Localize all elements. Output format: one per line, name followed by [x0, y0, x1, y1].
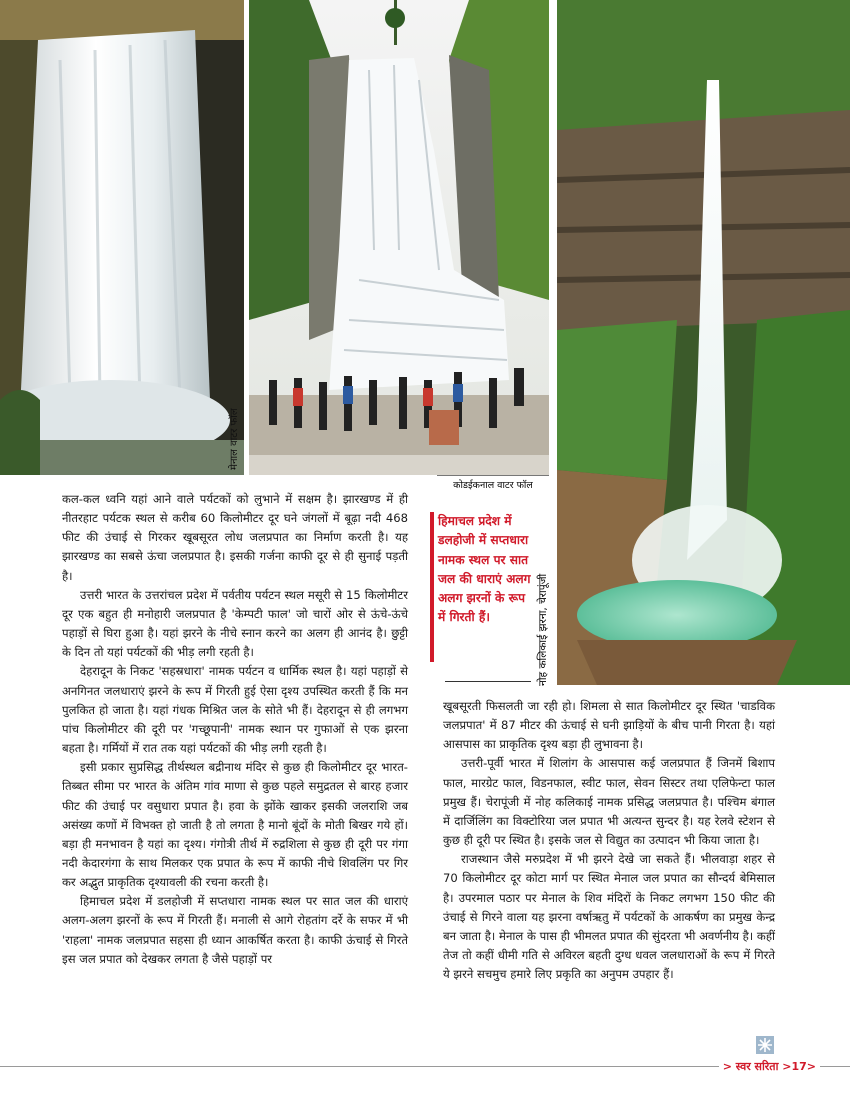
caption-middle-photo: कोडईकनाल वाटर फॉल: [453, 479, 533, 491]
photo-menal-waterfall: [0, 0, 244, 475]
paragraph: उत्तरी-पूर्वी भारत में शिलांग के आसपास कई जलप्रपात हैं जिनमें बिशाप फाल, मारग्रेट फाल, विडनफाल, स्वीट फाल, सेवन सिस्टर तथा एलिफेन्टा फाल प्रमुख हैं। चेरापूंजी में नोह कलिकाई नामक प्रसिद्ध जलप्रपात है। पश्चिम बंगाल में दार्जिलिंग का विक्टोरिया जल प्रपात भी अत्यन्त सुन्दर है। यह रेलवे स्टेशन से कुछ ही दूरी पर स्थित है। इसके जल से विद्युत का उत्पादन भी किया जाता है।: [443, 756, 775, 848]
caption-left-photo: मेनाल वाटर फॉल: [229, 408, 240, 470]
caption-right-photo: नोह कलिकाई झरना, चेरापूंजी: [537, 573, 549, 686]
paragraph: कल-कल ध्वनि यहां आने वाले पर्यटकों को लुभाने में सक्षम है। झारखण्ड में ही नीतरहाट पर्यटक स्थल से करीब 60 किलोमीटर दूर घने जंगलों में बूढ़ा नदी 468 फीट की उंचाई से गिरकर खूबसूरत लोध जलप्रपात का निर्माण करती है। यह झारखण्ड का सबसे ऊंचा जलप्रपात है। इसकी गर्जना काफी दूर से ही सुनाई पड़ती है।: [62, 492, 408, 583]
photo-noh-kalikai-waterfall: [557, 0, 850, 685]
photo-kodaikanal-waterfall: [249, 0, 549, 475]
divider: [445, 681, 531, 682]
paragraph: देहरादून के निकट 'सहस्रधारा' नामक पर्यटन व धार्मिक स्थल है। यहां पहाड़ों से अनगिनत जलधाराएं झरने के रूप में गिरती हुई ऐसा दृश्य उपस्थित करती हैं कि मन पुलकित हो जाता है। यहां गंधक मिश्रित जल के सोते भी हैं। देहरादून से ही लगभग पांच किलोमीटर की दूरी पर 'गच्छूपानी' नामक स्थान पर गुफाओं से एक झरना बहता है। गर्मियों में रात तक यहां पर्यटकों की भीड़ लगी रहती है।: [62, 664, 408, 756]
page-footer: > स्वर सरिता >17>: [719, 1059, 820, 1074]
pull-quote: हिमाचल प्रदेश में डलहोजी में सप्तधारा नामक स्थल पर सात जल की धाराएं अलग अलग झरनों के रूप में गिरती हैं।: [430, 512, 534, 662]
paragraph: इसी प्रकार सुप्रसिद्ध तीर्थस्थल बद्रीनाथ मंदिर से कुछ ही किलोमीटर दूर भारत-तिब्बत सीमा पर भारत के अंतिम गांव माणा से कुछ पहले समुद्रतल से बारह हजार फीट की उंचाई पर वसुधारा प्रपात है। हवा के झोंके खाकर इसकी जलराशि जब असंख्य कणों में विभक्त हो जाती है तो लगता है मानो बूंदों के मोती बिखर गये हों। बड़ा ही मनभावन है यहां का दृश्य। गंगोत्री तीर्थ में रुद्रशिला से कुछ ही दूरी पर गंगा नदी केदारगंगा के साथ मिलकर एक प्रपात के रूप में काफी नीचे शिवलिंग पर गिर कर अद्भुत प्राकृतिक दृश्यावली की रचना करती है।: [62, 760, 408, 890]
right-column: [443, 697, 775, 984]
caption-middle-box: [437, 475, 549, 492]
paragraph: राजस्थान जैसे मरुप्रदेश में भी झरने देखे जा सकते हैं। भीलवाड़ा शहर से 70 किलोमीटर दूर कोटा मार्ग पर स्थित मेनाल जल प्रपात का सौन्दर्य बेमिसाल है। उपरमाल पठार पर मेनाल के शिव मंदिरों के निकट लगभग 150 फीट की उंचाई से गिरने वाला यह झरना वर्षाऋतु में पर्यटकों के आकर्षण का प्रमुख केन्द्र बन जाता है। मेनाल के पास ही भीमलत प्रपात की सुंदरता भी अवर्णनीय है। कहीं तेज तो कहीं धीमी गति से अविरल बहती दुग्ध धवल जलधाराओं के रूप में गिरते ये झरने सचमुच हमारे लिए प्रकृति का अनुपम उपहार हैं।: [443, 852, 775, 982]
snowflake-icon: [756, 1036, 774, 1054]
paragraph: उत्तरी भारत के उत्तरांचल प्रदेश में पर्वतीय पर्यटन स्थल मसूरी से 15 किलोमीटर दूर एक बहुत ही मनोहारी जलप्रपात है 'केम्पटी फाल' जो चारों ओर से ऊंचे-ऊंचे पहाड़ों से घिरा हुआ है। यहां झरने के नीचे स्नान करने का अलग ही आनंद है। छुट्टी के दिन तो यहां पर्यटकों की भीड़ लगी रहती है।: [62, 587, 408, 660]
paragraph: हिमाचल प्रदेश में डलहोजी में सप्तधारा नामक स्थल पर सात जल की धाराएं अलग-अलग झरनों के रूप में गिरती हैं। मनाली से आगे रोहतांग दर्रे के सफर में भी 'राहला' नामक जलप्रपात सहसा ही ध्यान आकर्षित करता है। काफी ऊंचाई से गिरते इस जल प्रपात को देखकर लगता है जैसे पहाड़ों पर: [62, 894, 408, 966]
paragraph: खूबसूरती फिसलती जा रही हो। शिमला से सात किलोमीटर दूर स्थित 'चाडविक जलप्रपात' में 87 मीटर की ऊंचाई से घनी झाड़ियों के बीच पानी गिरता है। यहां आसपास का प्राकृतिक दृश्य बड़ा ही लुभावना है।: [443, 699, 775, 752]
left-column: [62, 490, 408, 969]
